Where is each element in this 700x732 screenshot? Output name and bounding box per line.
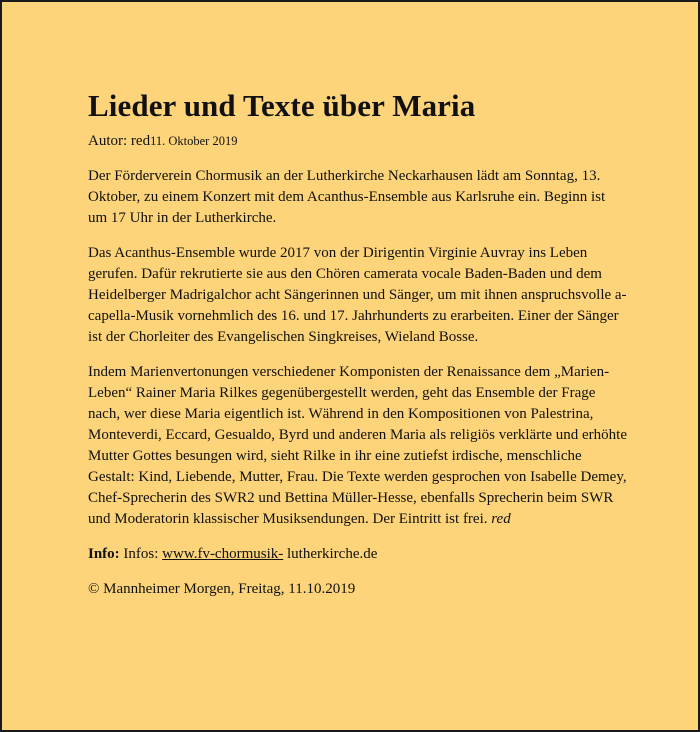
info-label: Info: (88, 546, 120, 562)
author-name: red (130, 133, 151, 149)
paragraph-1: Der Förderverein Chormusik an der Lutherkirche Neckarhausen lädt am Sonntag, 13. Oktober, zu einem Konzert mit dem Acanthus-Ensemble aus Karlsruhe ein. Beginn ist um 17 Uhr in der Lutherkirche. (88, 168, 606, 226)
info-prefix: Infos: (123, 546, 159, 562)
article-title: Lieder und Texte über Maria (88, 88, 476, 123)
author-label: Autor: (88, 133, 128, 149)
copyright-line: © Mannheimer Morgen, Freitag, 11.10.2019 (88, 581, 356, 597)
publish-date: 11. Oktober 2019 (150, 134, 238, 148)
paragraph-3-text: Indem Marienvertonungen verschiedener Komponisten der Renaissance dem „Marien-Leben“ Rainer Maria Rilkes gegenübergestellt werden, geht das Ensemble der Frage nach, wer diese Maria eigentlich ist. Während in den Kompositionen von Palestrina, Monteverdi, Eccard, Gesualdo, Byrd und anderen Maria als religiös verklärte und erhöhte Mutter Gottes besungen wird, sieht Rilke in ihr eine zutiefst irdische, menschliche Gestalt: Kind, Liebende, Mutter, Frau. Die Texte werden gesprochen von Isabelle Demey, Chef-Sprecherin des SWR2 und Bettina Müller-Hesse, ebenfalls Sprecherin beim SWR und Moderatorin klassischer Musiksendungen. Der Eintritt ist frei. (88, 364, 627, 527)
article-meta (88, 131, 628, 151)
signature: red (491, 511, 511, 527)
info-line (88, 544, 628, 565)
info-link[interactable]: www.fv-chormusik- (162, 546, 284, 562)
article-content (88, 88, 628, 600)
paragraph-3 (88, 362, 628, 530)
info-suffix: lutherkirche.de (287, 546, 378, 562)
paragraph-2: Das Acanthus-Ensemble wurde 2017 von der Dirigentin Virginie Auvray ins Leben gerufen. Dafür rekrutierte sie aus den Chören camerata vocale Baden-Baden und dem Heidelberger Madrigalchor acht Sängerinnen und Sänger, um mit ihnen anspruchsvolle a-capella-Musik vornehmlich des 16. und 17. Jahrhunderts zu erarbeiten. Einer der Sänger ist der Chorleiter des Evangelischen Singkreises, Wieland Bosse. (88, 245, 627, 345)
